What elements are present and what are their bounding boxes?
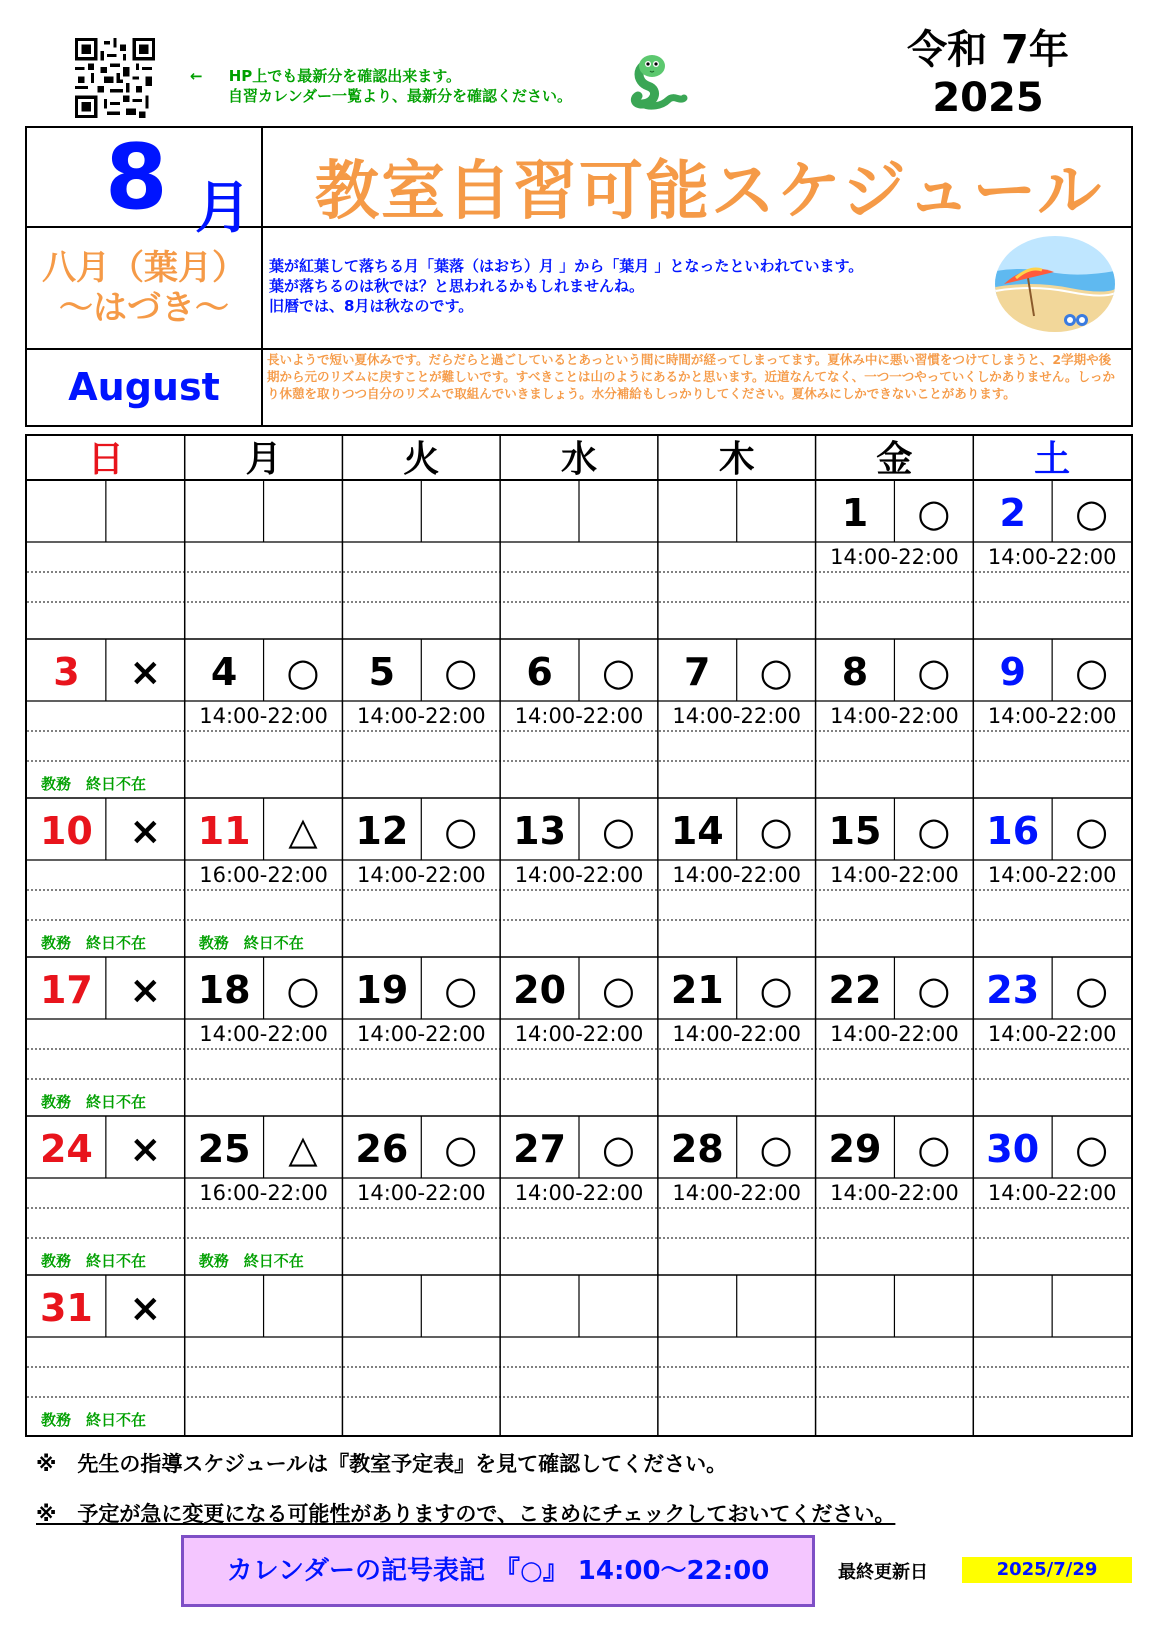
availability-mark: × bbox=[129, 650, 162, 694]
open-hours: 14:00-22:00 bbox=[987, 704, 1117, 728]
en-month-name: August bbox=[27, 350, 263, 425]
description-line: 葉が落ちるのは秋では？と思われるかもしれませんね。 bbox=[269, 277, 645, 295]
open-hours: 14:00-22:00 bbox=[199, 1022, 328, 1046]
footer-note-2: ※ 予定が急に変更になる可能性がありますので、こまめにチェックしておいてください。 bbox=[36, 1502, 896, 1526]
description-line: 旧暦では、8月は秋なのです。 bbox=[269, 297, 474, 315]
day-number: 13 bbox=[513, 809, 567, 853]
day-number: 6 bbox=[526, 650, 553, 694]
availability-mark: ○ bbox=[1074, 809, 1109, 853]
availability-mark: ○ bbox=[759, 968, 793, 1012]
last-updated-date: 2025/7/29 bbox=[962, 1557, 1132, 1583]
availability-mark: ○ bbox=[759, 809, 793, 853]
availability-mark: ○ bbox=[601, 650, 636, 694]
page-title bbox=[263, 128, 1131, 228]
staff-absent-note: 教務 終日不在 bbox=[41, 775, 147, 793]
reiwa-year: 令和 7年 bbox=[907, 27, 1069, 73]
open-hours: 14:00-22:00 bbox=[514, 1181, 644, 1205]
open-hours: 14:00-22:00 bbox=[672, 1181, 802, 1205]
month-unit: 月 bbox=[195, 176, 251, 241]
availability-mark: ○ bbox=[917, 650, 951, 694]
day-number: 1 bbox=[841, 491, 869, 535]
day-number: 21 bbox=[670, 968, 724, 1012]
day-number: 12 bbox=[355, 809, 409, 853]
open-hours: 14:00-22:00 bbox=[987, 1022, 1117, 1046]
day-number: 14 bbox=[670, 809, 724, 853]
era-year bbox=[868, 26, 1108, 122]
day-number: 28 bbox=[670, 1127, 724, 1171]
qr-code bbox=[75, 38, 155, 118]
staff-absent-note: 教務 終日不在 bbox=[41, 1093, 147, 1111]
day-number: 18 bbox=[197, 968, 251, 1012]
hp-notice bbox=[190, 66, 572, 106]
day-number: 26 bbox=[355, 1127, 409, 1171]
availability-mark: ○ bbox=[444, 1127, 478, 1171]
page-title-text: 教室自習可能スケジュール bbox=[315, 155, 1104, 229]
open-hours: 14:00-22:00 bbox=[672, 863, 802, 887]
availability-mark: × bbox=[129, 1286, 162, 1330]
calendar-grid bbox=[27, 436, 1131, 1435]
staff-absent-note: 教務 終日不在 bbox=[41, 934, 147, 952]
open-hours: 14:00-22:00 bbox=[672, 704, 802, 728]
day-number: 5 bbox=[368, 650, 396, 694]
day-number: 9 bbox=[999, 650, 1026, 694]
month-cell bbox=[27, 125, 263, 241]
day-number: 27 bbox=[513, 1127, 567, 1171]
summer-note: 長いようで短い夏休みです。だらだらと過ごしているとあっという間に時間が経ってしまってます。夏休み中に悪い習慣をつけてしまうと、2学期や後期から元のリズムに戻すことが難しいです。すべきことは山のようにあるかと思います。近道なんてなく、一つ一つやっていくしかありません。しっかり休憩を取りつつ自分のリズムで取組んでいきましょう。水分補給もしっかりしてください。夏休みにしかできないことがあります。 bbox=[267, 352, 1116, 401]
open-hours: 14:00-22:00 bbox=[830, 1181, 959, 1205]
open-hours: 14:00-22:00 bbox=[830, 863, 959, 887]
weekday-label: 土 bbox=[1034, 439, 1071, 480]
day-number: 20 bbox=[513, 968, 567, 1012]
availability-mark: ○ bbox=[601, 809, 636, 853]
symbol-legend: カレンダーの記号表記 『○』 14:00～22:00 bbox=[181, 1535, 815, 1607]
staff-absent-note: 教務 終日不在 bbox=[198, 934, 304, 952]
availability-mark: ○ bbox=[601, 1127, 636, 1171]
day-number: 7 bbox=[684, 650, 711, 694]
availability-mark: × bbox=[129, 968, 162, 1012]
availability-mark: △ bbox=[288, 809, 318, 853]
open-hours: 14:00-22:00 bbox=[830, 1022, 959, 1046]
staff-absent-note: 教務 終日不在 bbox=[198, 1252, 304, 1270]
open-hours: 16:00-22:00 bbox=[199, 863, 328, 887]
availability-mark: ○ bbox=[1074, 491, 1109, 535]
day-number: 24 bbox=[39, 1127, 93, 1171]
day-number: 3 bbox=[53, 650, 80, 694]
availability-mark: ○ bbox=[601, 968, 636, 1012]
month-number: 8 bbox=[105, 125, 168, 230]
day-number: 17 bbox=[39, 968, 93, 1012]
footer-note-1: ※ 先生の指導スケジュールは『教室予定表』を見て確認してください。 bbox=[36, 1452, 728, 1476]
availability-mark: △ bbox=[288, 1127, 318, 1171]
availability-mark: ○ bbox=[917, 491, 951, 535]
availability-mark: ○ bbox=[1074, 650, 1109, 694]
day-number: 10 bbox=[39, 809, 93, 853]
availability-mark: ○ bbox=[286, 650, 320, 694]
open-hours: 14:00-22:00 bbox=[514, 704, 644, 728]
open-hours: 14:00-22:00 bbox=[199, 704, 328, 728]
jp-month-line2: ～はづき～ bbox=[59, 288, 229, 328]
availability-mark: ○ bbox=[917, 809, 951, 853]
open-hours: 14:00-22:00 bbox=[514, 1022, 644, 1046]
open-hours: 14:00-22:00 bbox=[514, 863, 644, 887]
open-hours: 14:00-22:00 bbox=[356, 704, 486, 728]
availability-mark: ○ bbox=[917, 968, 951, 1012]
snake-icon bbox=[628, 52, 690, 114]
day-number: 11 bbox=[197, 809, 251, 853]
day-number: 25 bbox=[197, 1127, 251, 1171]
availability-mark: ○ bbox=[444, 968, 478, 1012]
staff-absent-note: 教務 終日不在 bbox=[41, 1252, 147, 1270]
open-hours: 16:00-22:00 bbox=[199, 1181, 328, 1205]
notice-line1: HP上でも最新分を確認出来ます。 bbox=[228, 67, 462, 85]
day-number: 2 bbox=[999, 491, 1026, 535]
staff-absent-note: 教務 終日不在 bbox=[41, 1411, 147, 1429]
availability-mark: ○ bbox=[917, 1127, 951, 1171]
day-number: 30 bbox=[986, 1127, 1040, 1171]
day-number: 22 bbox=[828, 968, 882, 1012]
open-hours: 14:00-22:00 bbox=[987, 1181, 1117, 1205]
notice-line2: 自習カレンダー一覧より、最新分を確認ください。 bbox=[228, 87, 573, 105]
beach-illustration-icon bbox=[990, 232, 1120, 332]
day-number: 16 bbox=[986, 809, 1040, 853]
availability-mark: ○ bbox=[444, 650, 478, 694]
day-number: 23 bbox=[986, 968, 1040, 1012]
availability-mark: ○ bbox=[759, 1127, 793, 1171]
availability-mark: ○ bbox=[444, 809, 478, 853]
weekday-label: 月 bbox=[245, 439, 282, 480]
weekday-label: 火 bbox=[403, 439, 440, 480]
weekday-label: 木 bbox=[718, 439, 755, 480]
western-year: 2025 bbox=[932, 75, 1044, 121]
last-updated-label: 最終更新日 bbox=[838, 1562, 928, 1583]
open-hours: 14:00-22:00 bbox=[356, 863, 486, 887]
day-number: 31 bbox=[39, 1286, 93, 1330]
availability-mark: × bbox=[129, 1127, 162, 1171]
availability-mark: ○ bbox=[1074, 968, 1109, 1012]
open-hours: 14:00-22:00 bbox=[356, 1181, 486, 1205]
open-hours: 14:00-22:00 bbox=[830, 545, 959, 569]
weekday-label: 水 bbox=[560, 439, 598, 480]
weekday-label: 日 bbox=[87, 439, 124, 480]
calendar bbox=[25, 434, 1133, 1437]
jp-month-name bbox=[27, 228, 263, 350]
availability-mark: ○ bbox=[286, 968, 320, 1012]
weekday-label: 金 bbox=[876, 439, 913, 480]
open-hours: 14:00-22:00 bbox=[356, 1022, 486, 1046]
open-hours: 14:00-22:00 bbox=[987, 545, 1117, 569]
jp-month-line1: 八月（葉月） bbox=[42, 248, 246, 288]
arrow-left-icon: ← bbox=[190, 67, 203, 85]
day-number: 8 bbox=[841, 650, 869, 694]
availability-mark: ○ bbox=[1074, 1127, 1109, 1171]
open-hours: 14:00-22:00 bbox=[987, 863, 1117, 887]
open-hours: 14:00-22:00 bbox=[672, 1022, 802, 1046]
availability-mark: ○ bbox=[759, 650, 793, 694]
day-number: 29 bbox=[828, 1127, 882, 1171]
schedule-header bbox=[25, 126, 1133, 427]
open-hours: 14:00-22:00 bbox=[830, 704, 959, 728]
description-line: 葉が紅葉して落ちる月「葉落（はおち）月 」から「葉月 」となったといわれています。 bbox=[269, 257, 864, 275]
availability-mark: × bbox=[129, 809, 162, 853]
day-number: 4 bbox=[210, 650, 238, 694]
day-number: 19 bbox=[355, 968, 409, 1012]
day-number: 15 bbox=[828, 809, 882, 853]
